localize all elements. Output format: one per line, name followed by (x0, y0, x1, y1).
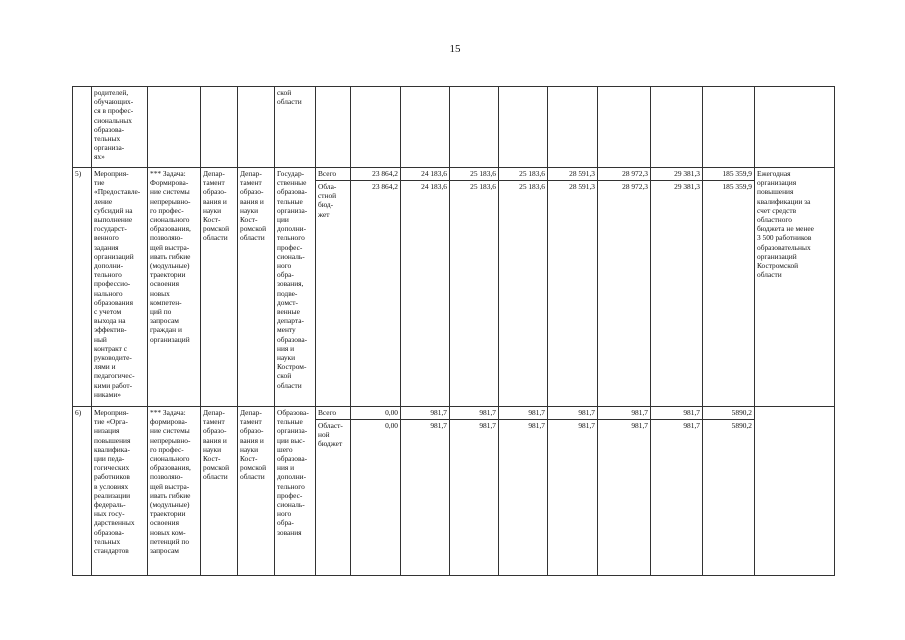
program-measures-table (72, 86, 835, 576)
cell-text-line: зования, (277, 279, 304, 289)
cell-text-line: запросам (150, 316, 179, 326)
cell-text-line: счет средств (757, 205, 797, 215)
cell-text-line: реализации (94, 490, 131, 500)
cell-text-line: ции педа- (94, 454, 125, 464)
value-cell: 981,7 (499, 407, 548, 420)
cell-text-line: петенций по (150, 536, 190, 546)
row-number-cell: 5) (73, 168, 92, 407)
measure-cell (92, 168, 148, 407)
value-cell: 981,7 (598, 407, 651, 420)
cell-text-line: области (240, 233, 265, 243)
cell-text-line: организа- (94, 143, 125, 153)
cell-text-line: выхода на (94, 316, 126, 326)
cell-text-line: руководите- (94, 353, 132, 363)
cell-text-line: *** Задача: (150, 169, 186, 178)
coexecutor-cell (238, 407, 275, 576)
source-total-cell: Всего (316, 407, 351, 420)
cell-text-line: дополни- (277, 224, 307, 234)
cell-text-line: тельных (94, 134, 121, 144)
cell-text-line: выполнение (94, 215, 133, 225)
cell-text-line: Мероприя- (94, 169, 129, 178)
source-regional-cell (316, 420, 351, 576)
cell-text-line: организаций (150, 334, 190, 344)
cell-text-line: подве- (277, 288, 298, 298)
cell-text-line: образования, (150, 463, 191, 473)
value-cell: 28 972,3 (598, 168, 651, 181)
cell-text-line: ской (277, 88, 292, 97)
measure-cell (92, 87, 148, 168)
responsible-cell (201, 168, 238, 407)
cell-text-line: ромской (203, 463, 230, 473)
cell-text-line: венного (94, 233, 119, 243)
cell-text-line: ный (94, 334, 107, 344)
cell-text-line: новых (150, 288, 170, 298)
value-cell: 981,7 (548, 407, 598, 420)
cell-text-line: тельного (94, 270, 122, 280)
value-cell: 25 183,6 (450, 181, 499, 407)
value-cell: 0,00 (351, 420, 401, 576)
cell-text-line: родителей, (94, 88, 129, 97)
cell-text-line: тельного (277, 233, 305, 243)
cell-text-line: организация (757, 178, 797, 188)
task-cell (148, 168, 201, 407)
cell-text-line: сиональных (94, 115, 132, 125)
cell-text-line: науки (240, 205, 259, 215)
cell-text-line: ного (277, 261, 292, 271)
cell-text-line: Кост- (203, 215, 221, 225)
cell-text-line: Област- (318, 421, 343, 430)
cell-text-line: образова- (277, 187, 308, 197)
cell-text-line: Костромской (757, 261, 799, 271)
cell-text-line: ние системы (150, 187, 190, 197)
cell-text-line: низация (94, 426, 120, 436)
cell-text-line: тамент (240, 178, 262, 188)
cell-text-line: образова- (277, 334, 308, 344)
cell-text-line: контракт с (94, 343, 128, 353)
cell-text-line: ния и (277, 463, 295, 473)
table-row-6-total (73, 407, 835, 420)
cell-text-line: тамент (240, 417, 262, 427)
cell-text-line: Депар- (240, 408, 262, 417)
cell-text-line: ивать гибкие (150, 490, 191, 500)
cell-text-line: обучающих- (94, 97, 134, 107)
cell-text-line: ций по (150, 307, 172, 317)
value-cell: 185 359,9 (703, 181, 755, 407)
cell-text-line: области (203, 233, 228, 243)
value-cell: 28 591,3 (548, 181, 598, 407)
task-cell (148, 407, 201, 576)
cell-text-line: вания и (203, 196, 227, 206)
value-cell: 185 359,9 (703, 168, 755, 181)
cell-text-line: образо- (203, 426, 227, 436)
cell-text-line: области (277, 380, 302, 390)
cell-text-line: тамент (203, 178, 225, 188)
cell-text-line: вания и (240, 435, 264, 445)
cell-text-line: сионального (150, 215, 190, 225)
cell-text-line: нального (94, 288, 123, 298)
cell-text-line: домст- (277, 297, 298, 307)
cell-text-line: ся в профес- (94, 106, 134, 116)
value-cell: 24 183,6 (401, 168, 450, 181)
value-cell: 981,7 (598, 420, 651, 576)
value-cell: 981,7 (450, 420, 499, 576)
cell-text-line: области (757, 270, 782, 280)
cell-text-line: Образова- (277, 408, 309, 417)
cell-text-line: менту (277, 325, 296, 335)
cell-text-line: образования, (150, 224, 191, 234)
cell-text-line: квалификации за (757, 196, 811, 206)
cell-text-line: обра- (277, 518, 294, 528)
cell-text-line: дополни- (94, 261, 124, 271)
value-cell: 981,7 (651, 420, 703, 576)
cell-text-line: щей выстра- (150, 481, 190, 491)
cell-text-line: стандартов (94, 546, 129, 556)
cell-text-line: жет (318, 209, 330, 219)
cell-text-line: образо- (240, 187, 264, 197)
value-cell: 981,7 (499, 420, 548, 576)
cell-text-line: педагогичес- (94, 371, 135, 381)
value-cell: 981,7 (450, 407, 499, 420)
cell-text-line: субсидий на (94, 205, 133, 215)
cell-text-line: тамент (203, 417, 225, 427)
cell-text-line: го профес- (150, 444, 184, 454)
table-row-continuation (73, 87, 835, 168)
cell-text-line: организа- (277, 426, 308, 436)
cell-text-line: Кост- (240, 215, 258, 225)
value-cell: 29 381,3 (651, 168, 703, 181)
value-cell: 981,7 (401, 407, 450, 420)
value-cell: 5890,2 (703, 407, 755, 420)
cell-text-line: науки (240, 444, 259, 454)
cell-text-line: бюджет (318, 439, 343, 449)
cell-text-line: граждан и (150, 325, 182, 335)
cell-text-line: тельные (277, 196, 303, 206)
result-cell (755, 168, 835, 407)
cell-text-line: ромской (240, 463, 267, 473)
value-cell: 28 591,3 (548, 168, 598, 181)
cell-text-line: (модульные) (150, 500, 190, 510)
cell-text-line: образова- (277, 454, 308, 464)
cell-text-line: ской (277, 371, 292, 381)
cell-text-line: зования (277, 527, 302, 537)
cell-text-line: Государ- (277, 169, 305, 178)
recipient-cell (275, 407, 316, 576)
cell-text-line: дарственных (94, 518, 135, 528)
cell-text-line: венные (277, 307, 300, 317)
recipient-cell (275, 168, 316, 407)
cell-text-line: стной (318, 191, 337, 201)
cell-text-line: Депар- (203, 408, 225, 417)
cell-text-line: повышения (757, 187, 794, 197)
cell-text-line: траектории (150, 270, 186, 280)
cell-text-line: го профес- (150, 205, 184, 215)
cell-text-line: ние системы (150, 426, 190, 436)
cell-text-line: «Предоставле- (94, 187, 141, 197)
value-cell: 25 183,6 (499, 168, 548, 181)
value-cell: 29 381,3 (651, 181, 703, 407)
cell-text-line: 3 500 работников (757, 233, 812, 243)
cell-text-line: тие (94, 178, 105, 188)
cell-text-line: образования (94, 297, 133, 307)
value-cell: 25 183,6 (499, 181, 548, 407)
cell-text-line: бюд- (318, 200, 334, 210)
cell-text-line: непрерывно- (150, 196, 191, 206)
cell-text-line: с учетом (94, 307, 122, 317)
cell-text-line: Обла- (318, 182, 337, 191)
value-cell: 23 864,2 (351, 181, 401, 407)
cell-text-line: лями и (94, 362, 116, 372)
cell-text-line: Ежегодная (757, 169, 791, 178)
cell-text-line: эффектив- (94, 325, 127, 335)
cell-text-line: *** Задача: (150, 408, 186, 417)
cell-text-line: ного (277, 509, 292, 519)
cell-text-line: Депар- (203, 169, 225, 178)
cell-text-line: ромской (203, 224, 230, 234)
cell-text-line: области (203, 472, 228, 482)
cell-text-line: Костром- (277, 362, 307, 372)
cell-text-line: (модульные) (150, 261, 190, 271)
cell-text-line: шего (277, 444, 293, 454)
cell-text-line: сиональ- (277, 500, 305, 510)
cell-text-line: федераль- (94, 500, 126, 510)
value-cell: 23 864,2 (351, 168, 401, 181)
cell-text-line: квалифика- (94, 444, 130, 454)
cell-text-line: сионального (150, 454, 190, 464)
recipient-cell (275, 87, 316, 168)
cell-text-line: Кост- (203, 454, 221, 464)
measure-cell (92, 407, 148, 576)
cell-text-line: компетен- (150, 297, 182, 307)
value-cell: 24 183,6 (401, 181, 450, 407)
value-cell: 25 183,6 (450, 168, 499, 181)
cell-text-line: никами» (94, 389, 121, 399)
cell-text-line: обра- (277, 270, 294, 280)
value-cell: 0,00 (351, 407, 401, 420)
cell-text-line: профес- (277, 490, 303, 500)
cell-text-line: ромской (240, 224, 267, 234)
responsible-cell (201, 407, 238, 576)
cell-text-line: ния и (277, 343, 295, 353)
cell-text-line: образовательных (757, 242, 811, 252)
cell-text-line: освоения (150, 518, 179, 528)
cell-text-line: областного (757, 215, 792, 225)
cell-text-line: тельных (94, 536, 121, 546)
coexecutor-cell (238, 168, 275, 407)
cell-text-line: ных госу- (94, 509, 125, 519)
cell-text-line: Формирова- (150, 178, 189, 188)
cell-text-line: задания (94, 242, 119, 252)
cell-text-line: Кост- (240, 454, 258, 464)
source-regional-cell (316, 181, 351, 407)
cell-text-line: образова- (94, 124, 125, 134)
cell-text-line: непрерывно- (150, 435, 191, 445)
cell-text-line: профес- (277, 242, 303, 252)
cell-text-line: науки (277, 353, 296, 363)
value-cell: 981,7 (548, 420, 598, 576)
cell-text-line: позволяю- (150, 233, 183, 243)
cell-text-line: формирова- (150, 417, 188, 427)
cell-text-line: Депар- (240, 169, 262, 178)
cell-text-line: организаций (94, 251, 134, 261)
row-number-cell: 6) (73, 407, 92, 576)
cell-text-line: тельного (277, 481, 305, 491)
source-total-cell: Всего (316, 168, 351, 181)
cell-text-line: Мероприя- (94, 408, 129, 417)
cell-text-line: области (277, 97, 302, 107)
cell-text-line: ции (277, 215, 289, 225)
cell-text-line: щей выстра- (150, 242, 190, 252)
cell-text-line: траектории (150, 509, 186, 519)
cell-text-line: вания и (203, 435, 227, 445)
cell-text-line: ление (94, 196, 113, 206)
cell-text-line: науки (203, 444, 222, 454)
cell-text-line: государст- (94, 224, 127, 234)
table-row-5-total (73, 168, 835, 181)
cell-text-line: сиональ- (277, 251, 305, 261)
cell-text-line: вания и (240, 196, 264, 206)
cell-text-line: ивать гибкие (150, 251, 191, 261)
cell-text-line: кими работ- (94, 380, 133, 390)
value-cell: 981,7 (651, 407, 703, 420)
cell-text-line: ях» (94, 152, 105, 162)
cell-text-line: освоения (150, 279, 179, 289)
cell-text-line: гогических (94, 463, 130, 473)
cell-text-line: тие «Орга- (94, 417, 128, 427)
cell-text-line: работников (94, 472, 130, 482)
cell-text-line: профессио- (94, 279, 131, 289)
cell-text-line: образо- (203, 187, 227, 197)
cell-text-line: науки (203, 205, 222, 215)
cell-text-line: ции выс- (277, 435, 305, 445)
cell-text-line: повышения (94, 435, 131, 445)
cell-text-line: области (240, 472, 265, 482)
value-cell: 981,7 (401, 420, 450, 576)
cell-text-line: позволяю- (150, 472, 183, 482)
cell-text-line: дополни- (277, 472, 307, 482)
cell-text-line: образо- (240, 426, 264, 436)
cell-text-line: тельные (277, 417, 303, 427)
cell-text-line: департа- (277, 316, 304, 326)
cell-text-line: организаций (757, 251, 797, 261)
cell-text-line: ной (318, 430, 330, 440)
cell-text-line: запросам (150, 546, 179, 556)
cell-text-line: организа- (277, 205, 308, 215)
cell-text-line: образова- (94, 527, 125, 537)
cell-text-line: бюджета не менее (757, 224, 814, 234)
value-cell: 28 972,3 (598, 181, 651, 407)
cell-text-line: в условиях (94, 481, 129, 491)
cell-text-line: новых ком- (150, 527, 186, 537)
result-cell (755, 407, 835, 576)
value-cell: 5890,2 (703, 420, 755, 576)
cell-text-line: ственные (277, 178, 307, 188)
page-number: 15 (449, 43, 461, 55)
